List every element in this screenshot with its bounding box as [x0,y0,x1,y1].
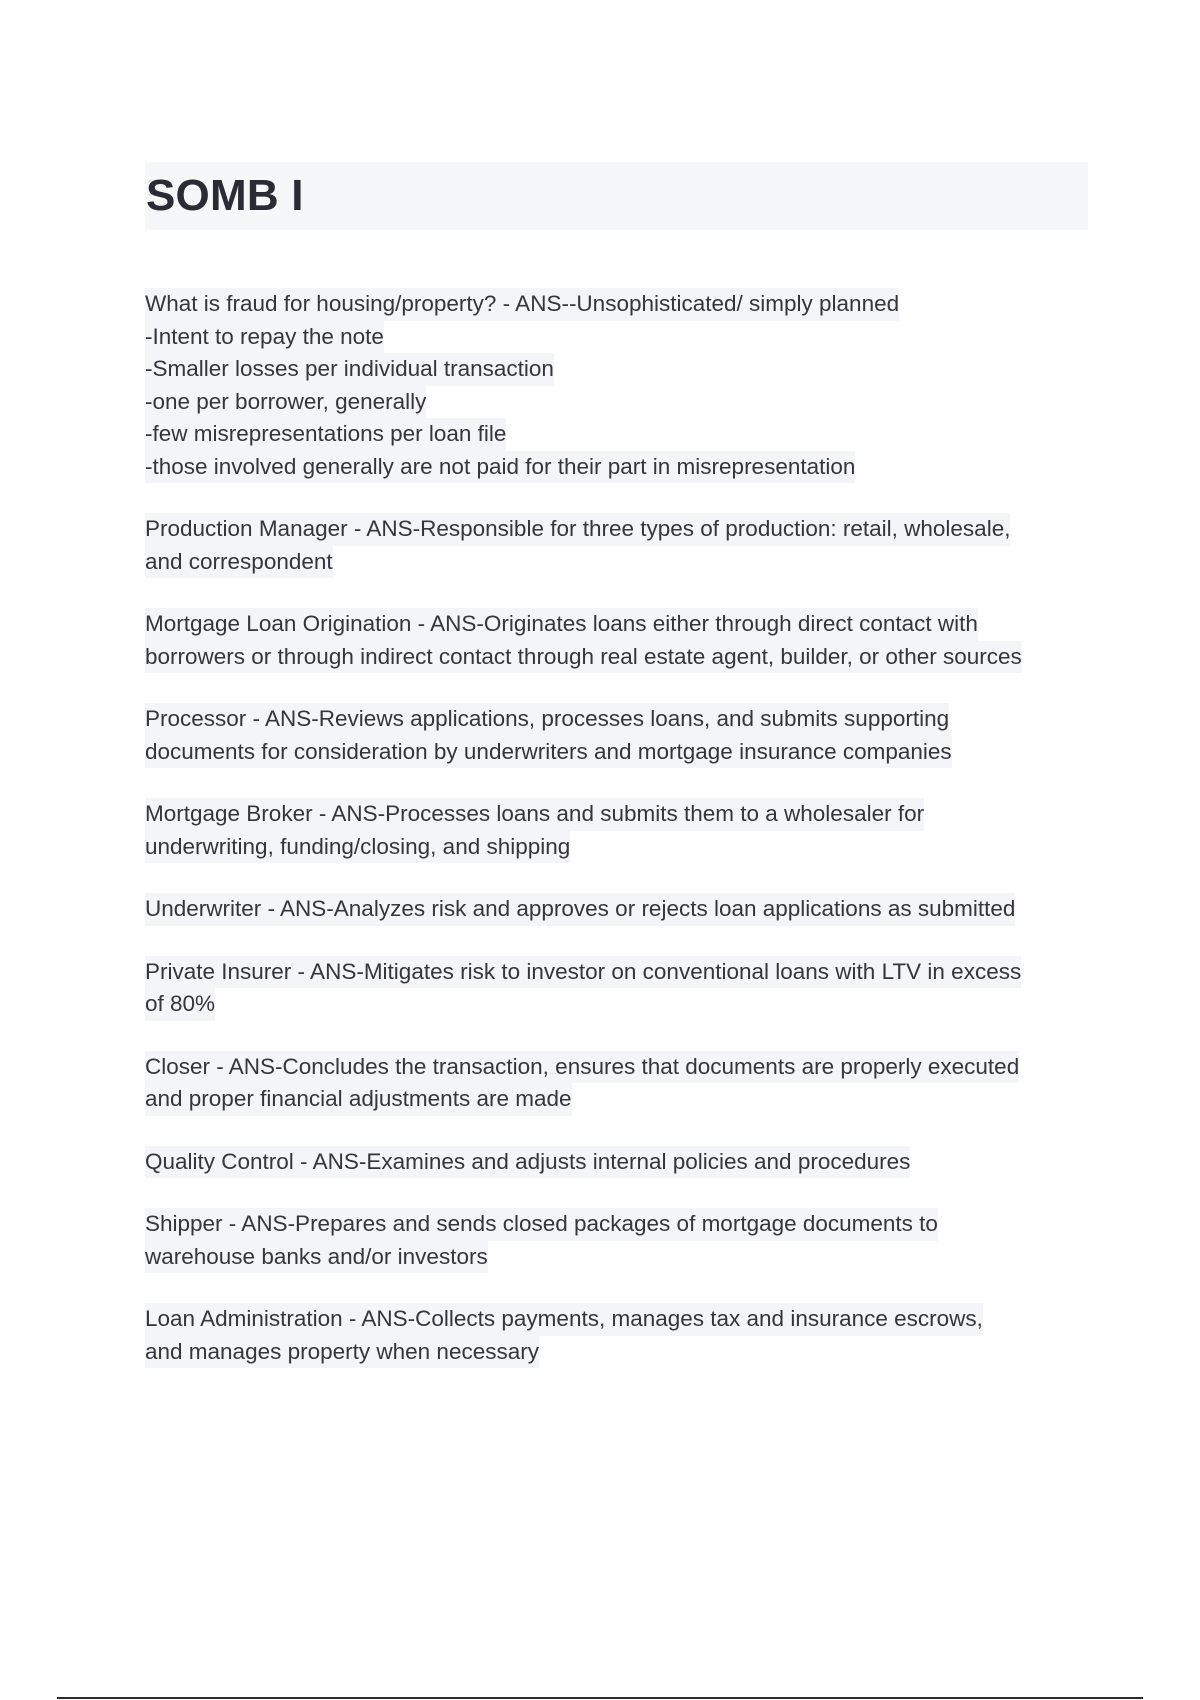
entry-line: -those involved generally are not paid for their part in misrepresentation [145,451,855,484]
entry-line: and manages property when necessary [145,1336,539,1369]
qa-entry-underwriter [145,893,1090,926]
entry-line: Closer - ANS-Concludes the transaction, ensures that documents are properly executed [145,1051,1019,1084]
entry-line: -one per borrower, generally [145,386,426,419]
entry-line: borrowers or through indirect contact through real estate agent, builder, or other sources [145,641,1022,674]
qa-list [145,288,1090,1398]
qa-entry-mortgage-broker [145,798,1090,863]
footer-divider [57,1697,1143,1699]
entry-line: of 80% [145,988,215,1021]
entry-line: Loan Administration - ANS-Collects payments, manages tax and insurance escrows, [145,1303,983,1336]
entry-line: Production Manager - ANS-Responsible for three types of production: retail, wholesale, [145,513,1010,546]
qa-entry-fraud-for-housing [145,288,1090,483]
entry-line: Mortgage Loan Origination - ANS-Originates loans either through direct contact with [145,608,978,641]
qa-entry-loan-administration [145,1303,1090,1368]
title-block [145,162,1088,230]
qa-entry-processor [145,703,1090,768]
entry-line: -few misrepresentations per loan file [145,418,506,451]
entry-line: What is fraud for housing/property? - ANS--Unsophisticated/ simply planned [145,288,899,321]
qa-entry-private-insurer [145,956,1090,1021]
qa-entry-quality-control [145,1146,1090,1179]
entry-line: warehouse banks and/or investors [145,1241,488,1274]
entry-line: -Smaller losses per individual transaction [145,353,554,386]
qa-entry-shipper [145,1208,1090,1273]
entry-line: documents for consideration by underwriters and mortgage insurance companies [145,736,952,769]
entry-line: Underwriter - ANS-Analyzes risk and approves or rejects loan applications as submitted [145,893,1015,926]
entry-line: and proper financial adjustments are made [145,1083,572,1116]
entry-line: Private Insurer - ANS-Mitigates risk to investor on conventional loans with LTV in excess [145,956,1021,989]
qa-entry-mortgage-loan-origination [145,608,1090,673]
qa-entry-production-manager [145,513,1090,578]
entry-line: and correspondent [145,546,333,579]
page-title: SOMB I [146,171,304,220]
entry-line: Mortgage Broker - ANS-Processes loans and submits them to a wholesaler for [145,798,924,831]
entry-line: Shipper - ANS-Prepares and sends closed packages of mortgage documents to [145,1208,938,1241]
entry-line: underwriting, funding/closing, and shipping [145,831,570,864]
entry-line: -Intent to repay the note [145,321,384,354]
entry-line: Quality Control - ANS-Examines and adjusts internal policies and procedures [145,1146,910,1179]
qa-entry-closer [145,1051,1090,1116]
entry-line: Processor - ANS-Reviews applications, processes loans, and submits supporting [145,703,949,736]
